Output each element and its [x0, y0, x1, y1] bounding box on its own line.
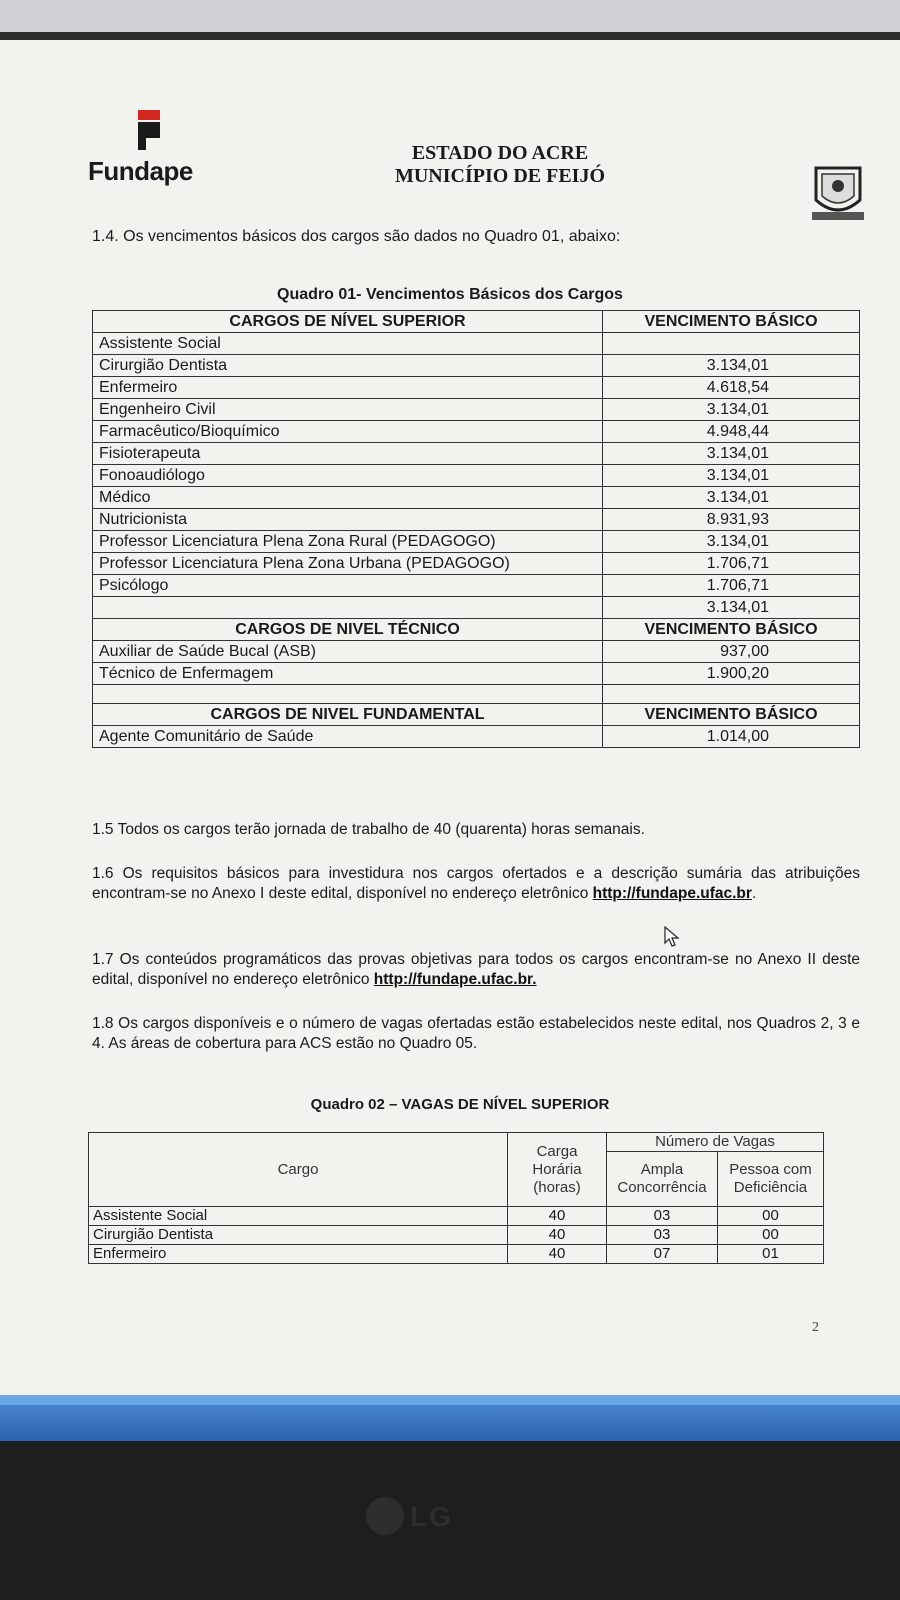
header-vencimento: VENCIMENTO BÁSICO: [603, 704, 860, 726]
paragraph-1-6-text: 1.6 Os requisitos básicos para investidura nos cargos ofertados e a descrição sumária das atribuições encontram-se no Anexo I deste edital, disponível no endereço eletrônico: [92, 865, 860, 902]
cargo-cell: Enfermeiro: [89, 1245, 508, 1264]
fundape-logo-text: Fundape: [88, 156, 193, 186]
monitor-brand-logo: [410, 1501, 453, 1533]
paragraph-1-7: [92, 950, 860, 990]
table-spacer-row: [93, 685, 860, 704]
vacancies-table: [88, 1132, 824, 1264]
table-row: [93, 509, 860, 531]
cargo-cell: Agente Comunitário de Saúde: [93, 726, 603, 748]
cargo-cell: Professor Licenciatura Plena Zona Urbana (PEDAGOGO): [93, 553, 603, 575]
fundape-logo-icon: [138, 110, 160, 150]
page-number: 2: [812, 1320, 819, 1335]
fundape-logo: [88, 110, 208, 190]
table-row: [93, 531, 860, 553]
table-row: [93, 443, 860, 465]
cargo-cell: Cirurgião Dentista: [93, 355, 603, 377]
cargo-cell: [93, 597, 603, 619]
cargo-cell: Engenheiro Civil: [93, 399, 603, 421]
table-row: [93, 663, 860, 685]
table-row: [93, 575, 860, 597]
valor-cell: 4.948,44: [603, 421, 860, 443]
pcd-cell: 00: [717, 1226, 823, 1245]
monitor-brand-text: LG: [410, 1501, 453, 1532]
paragraph-1-7-text: 1.7 Os conteúdos programáticos das provas objetivas para todos os cargos encontram-se no Anexo II deste edital, disponível no endereço eletrônico: [92, 951, 860, 988]
state-name: ESTADO DO ACRE: [411, 142, 589, 164]
pcd-cell: 01: [717, 1245, 823, 1264]
cargo-cell: Psicólogo: [93, 575, 603, 597]
municipality-crest-icon: [808, 160, 868, 226]
intro-paragraph: 1.4. Os vencimentos básicos dos cargos são dados no Quadro 01, abaixo:: [92, 228, 621, 245]
table-row: [93, 641, 860, 663]
cargo-cell: Professor Licenciatura Plena Zona Rural (PEDAGOGO): [93, 531, 603, 553]
table-row: [89, 1226, 824, 1245]
monitor-top-bezel: [0, 0, 900, 42]
header-vencimento: VENCIMENTO BÁSICO: [603, 619, 860, 641]
valor-cell: [603, 333, 860, 355]
header-tecnico: CARGOS DE NIVEL TÉCNICO: [93, 619, 603, 641]
table-row: [93, 465, 860, 487]
table-header-row: [89, 1133, 824, 1152]
document-page: [0, 40, 900, 1395]
table-row: [93, 333, 860, 355]
quadro01-title: Quadro 01- Vencimentos Básicos dos Cargos: [277, 286, 623, 303]
table-row: [93, 597, 860, 619]
valor-cell: 1.014,00: [603, 726, 860, 748]
header-pcd: Pessoa com Deficiência: [717, 1152, 823, 1207]
document-heading: [340, 142, 660, 188]
valor-cell: 1.900,20: [603, 663, 860, 685]
monitor-bottom-bezel: [0, 1441, 900, 1600]
lg-logo-icon: [366, 1497, 404, 1535]
valor-cell: 937,00: [603, 641, 860, 663]
salary-table: [92, 310, 860, 748]
table-row: [93, 399, 860, 421]
carga-cell: 40: [508, 1245, 607, 1264]
cargo-cell: Assistente Social: [89, 1207, 508, 1226]
cargo-cell: Farmacêutico/Bioquímico: [93, 421, 603, 443]
ampla-cell: 07: [607, 1245, 718, 1264]
cargo-cell: Enfermeiro: [93, 377, 603, 399]
table-row: [93, 421, 860, 443]
valor-cell: 3.134,01: [603, 597, 860, 619]
valor-cell: 3.134,01: [603, 531, 860, 553]
municipality-name: MUNICÍPIO DE FEIJÓ: [394, 165, 605, 187]
valor-cell: 4.618,54: [603, 377, 860, 399]
table-header-row: [93, 704, 860, 726]
cargo-cell: Fonoaudiólogo: [93, 465, 603, 487]
valor-cell: 3.134,01: [603, 465, 860, 487]
table-header-row: [93, 311, 860, 333]
header-ampla: Ampla Concorrência: [607, 1152, 718, 1207]
header-fundamental: CARGOS DE NIVEL FUNDAMENTAL: [93, 704, 603, 726]
pcd-cell: 00: [717, 1207, 823, 1226]
cargo-cell: Cirurgião Dentista: [89, 1226, 508, 1245]
mouse-cursor-icon: [664, 926, 680, 948]
paragraph-1-6: 1.6 Os requisitos básicos para investidura nos cargos ofertados e a descrição sumária das atribuições encontram-se no Anexo I deste edital, disponível no endereço eletrônico http://fundape.ufac.br.: [92, 865, 860, 902]
table-header-row: [93, 619, 860, 641]
carga-cell: 40: [508, 1226, 607, 1245]
valor-cell: 3.134,01: [603, 487, 860, 509]
cargo-cell: Nutricionista: [93, 509, 603, 531]
cargo-cell: Técnico de Enfermagem: [93, 663, 603, 685]
paragraph-1-5: 1.5 Todos os cargos terão jornada de trabalho de 40 (quarenta) horas semanais.: [92, 821, 645, 838]
valor-cell: 3.134,01: [603, 443, 860, 465]
header-cargo: Cargo: [89, 1133, 508, 1207]
fundape-link[interactable]: http://fundape.ufac.br: [592, 885, 752, 902]
carga-cell: 40: [508, 1207, 607, 1226]
table-row: [93, 377, 860, 399]
table-row: [93, 553, 860, 575]
cargo-cell: Fisioterapeuta: [93, 443, 603, 465]
cargo-cell: Médico: [93, 487, 603, 509]
header-carga: Carga Horária (horas): [508, 1133, 607, 1207]
valor-cell: 1.706,71: [603, 575, 860, 597]
valor-cell: 8.931,93: [603, 509, 860, 531]
table-row: [93, 726, 860, 748]
table-row: [93, 355, 860, 377]
valor-cell: 1.706,71: [603, 553, 860, 575]
header-superior: CARGOS DE NÍVEL SUPERIOR: [93, 311, 603, 333]
taskbar[interactable]: [0, 1395, 900, 1441]
fundape-link[interactable]: http://fundape.ufac.br.: [373, 971, 537, 988]
cargo-cell: Assistente Social: [93, 333, 603, 355]
quadro02-title: Quadro 02 – VAGAS DE NÍVEL SUPERIOR: [310, 1096, 610, 1113]
header-numero-vagas: Número de Vagas: [607, 1133, 824, 1152]
table-row: [93, 487, 860, 509]
table-row: [89, 1245, 824, 1264]
ampla-cell: 03: [607, 1226, 718, 1245]
ampla-cell: 03: [607, 1207, 718, 1226]
valor-cell: 3.134,01: [603, 399, 860, 421]
table-row: [89, 1207, 824, 1226]
valor-cell: 3.134,01: [603, 355, 860, 377]
header-vencimento: VENCIMENTO BÁSICO: [603, 311, 860, 333]
paragraph-1-8: 1.8 Os cargos disponíveis e o número de vagas ofertadas estão estabelecidos neste edital, nos Quadros 2, 3 e 4. As áreas de cobertura para ACS estão no Quadro 05.: [92, 1015, 860, 1052]
cargo-cell: Auxiliar de Saúde Bucal (ASB): [93, 641, 603, 663]
